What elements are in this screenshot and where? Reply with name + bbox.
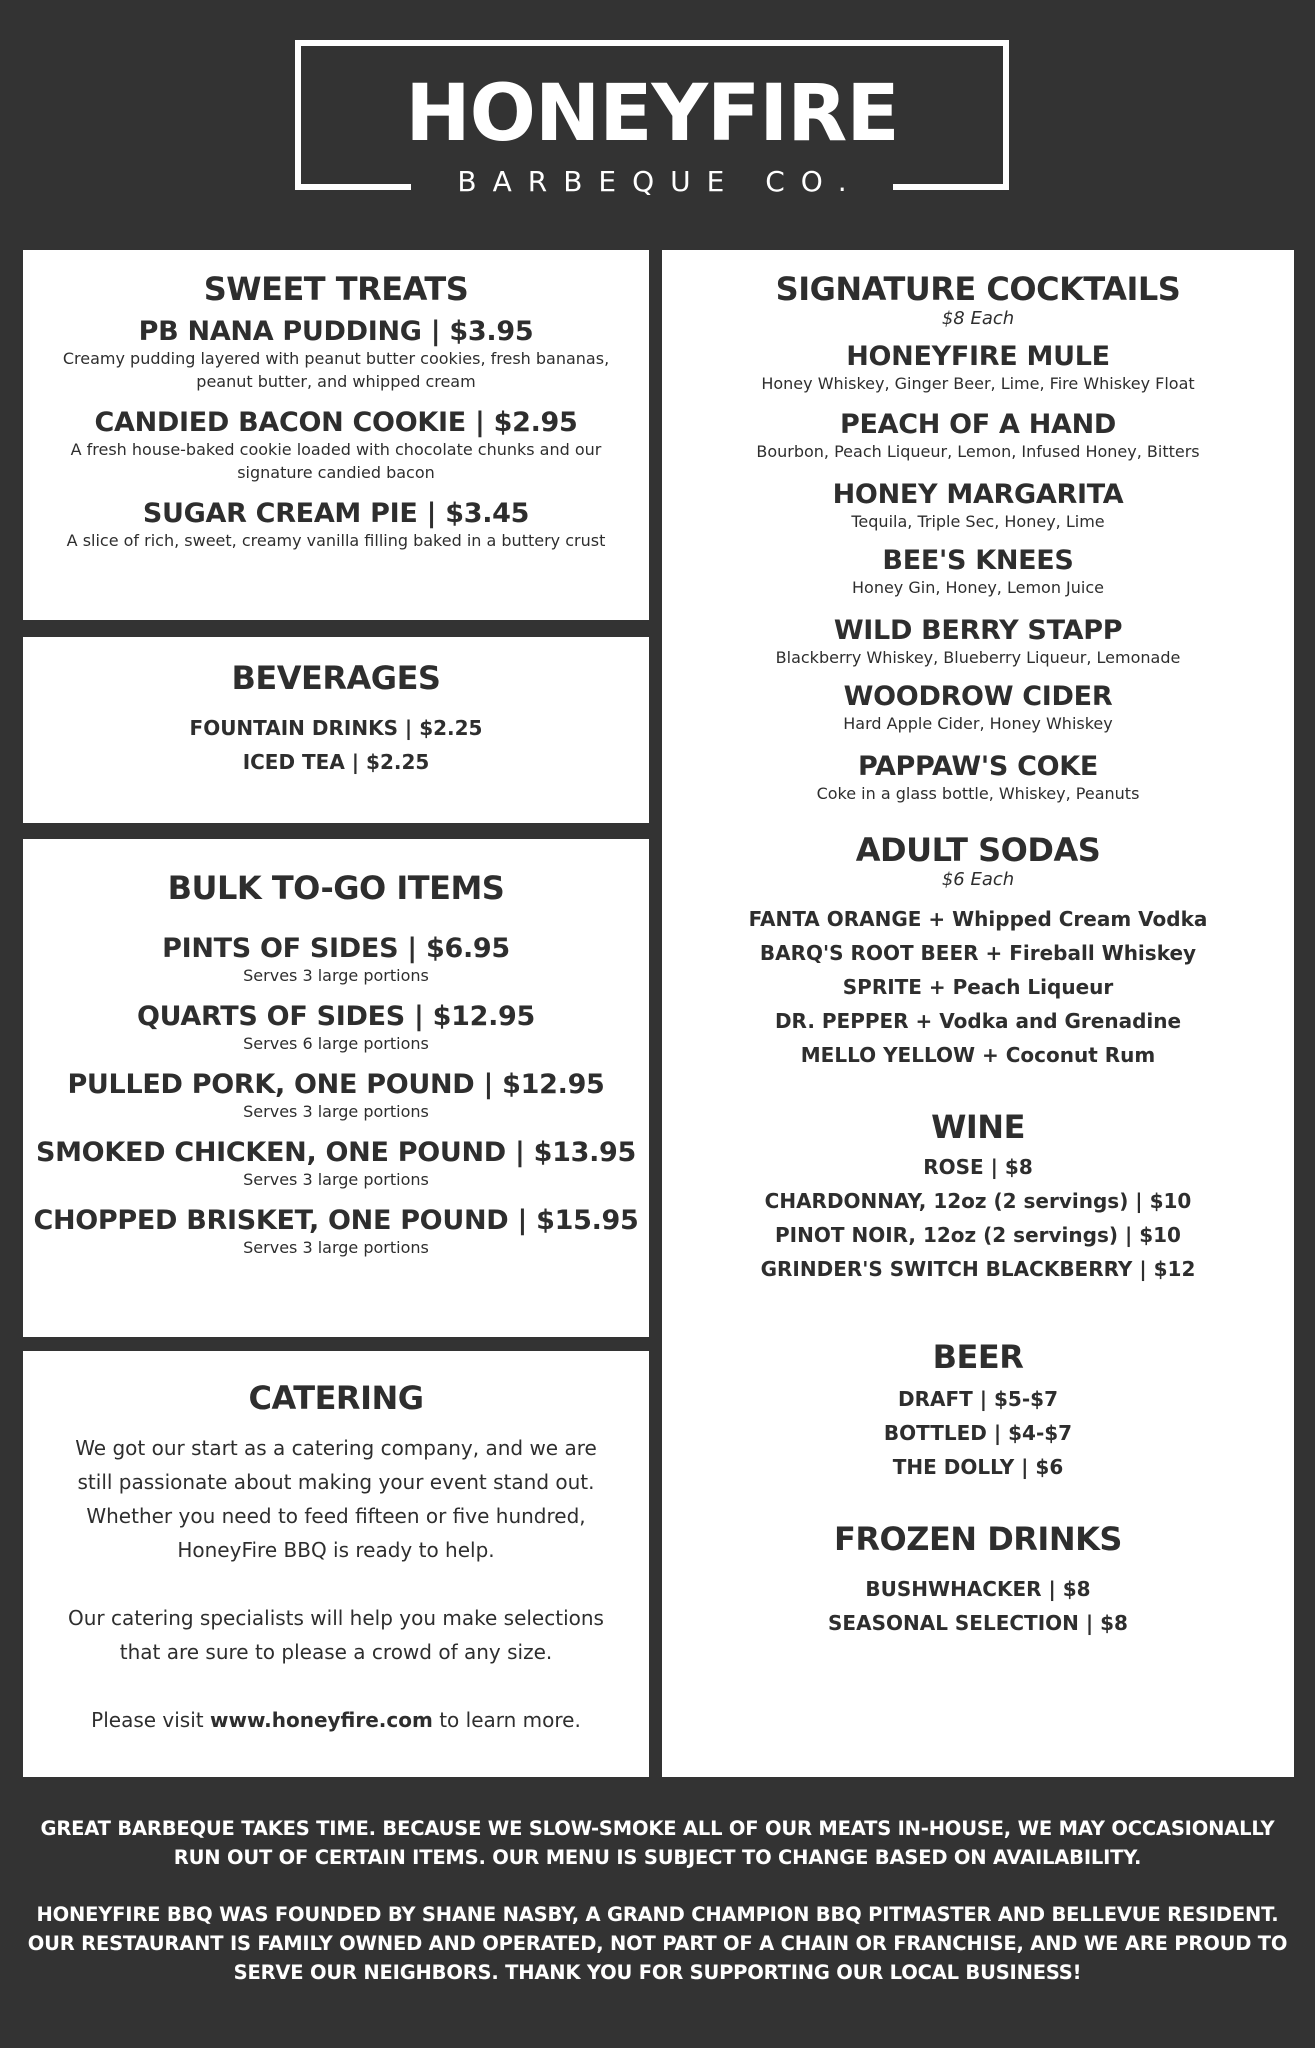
beer-item: BOTTLED | $4-$7 [883, 1421, 1073, 1445]
cocktail-desc: Tequila, Triple Sec, Honey, Lime [851, 512, 1105, 531]
adult-sodas-heading: ADULT SODAS [855, 831, 1101, 869]
cocktail-desc: Coke in a glass bottle, Whiskey, Peanuts [816, 784, 1140, 803]
menu-item-desc: Creamy pudding layered with peanut butter cookies, fresh bananas, peanut butter, and whipped cream [62, 349, 610, 391]
sweet-treats-panel [23, 250, 649, 620]
wine-heading: WINE [931, 1108, 1025, 1146]
logo [295, 40, 1009, 198]
cocktail-item [662, 615, 1294, 669]
cocktail-desc: Honey Gin, Honey, Lemon Juice [852, 578, 1104, 597]
menu-item [23, 1069, 649, 1123]
menu-item [23, 1001, 649, 1055]
catering-heading: CATERING [248, 1379, 424, 1417]
menu-item-title: PULLED PORK, ONE POUND | $12.95 [67, 1069, 605, 1100]
menu-item-title: CANDIED BACON COOKIE | $2.95 [94, 407, 578, 438]
cocktail-desc: Honey Whiskey, Ginger Beer, Lime, Fire Whiskey Float [761, 374, 1195, 393]
cocktail-desc: Hard Apple Cider, Honey Whiskey [843, 714, 1113, 733]
catering-visit [23, 1703, 649, 1737]
wine-item: PINOT NOIR, 12oz (2 servings) | $10 [775, 1223, 1181, 1247]
menu-item-desc: A fresh house-baked cookie loaded with chocolate chunks and our signature candied bacon [70, 440, 602, 482]
soda-item: SPRITE + Peach Liqueur [842, 975, 1114, 999]
menu-item [23, 407, 649, 484]
menu-item [23, 1205, 649, 1259]
menu-item [23, 1137, 649, 1191]
catering-panel [23, 1351, 649, 1777]
cocktail-title: BEE'S KNEES [882, 545, 1074, 576]
cocktails-heading: SIGNATURE COCKTAILS [775, 270, 1181, 308]
logo-title: HONEYFIRE [405, 69, 899, 159]
cocktail-item [662, 409, 1294, 463]
soda-item: DR. PEPPER + Vodka and Grenadine [774, 1009, 1182, 1033]
cocktail-item [662, 681, 1294, 735]
website-link[interactable]: www.honeyfire.com [209, 1708, 433, 1732]
menu-item-desc: Serves 6 large portions [243, 1034, 429, 1053]
frozen-drinks-heading: FROZEN DRINKS [834, 1520, 1122, 1558]
menu-item-desc: Serves 3 large portions [243, 1170, 429, 1189]
beverages-heading: BEVERAGES [231, 659, 441, 697]
menu-item [23, 316, 649, 393]
wine-item: GRINDER'S SWITCH BLACKBERRY | $12 [760, 1257, 1196, 1281]
menu-item-title: QUARTS OF SIDES | $12.95 [136, 1001, 536, 1032]
soda-item: FANTA ORANGE + Whipped Cream Vodka [748, 907, 1208, 931]
logo-subtitle: BARBEQUE CO. [411, 162, 893, 202]
menu-item-desc: Serves 3 large portions [243, 1238, 429, 1257]
beer-item: DRAFT | $5-$7 [898, 1387, 1058, 1411]
menu-item-title: SMOKED CHICKEN, ONE POUND | $13.95 [35, 1137, 637, 1168]
cocktail-item [662, 751, 1294, 805]
cocktail-item [662, 545, 1294, 599]
cocktail-title: WILD BERRY STAPP [833, 615, 1123, 646]
beverage-item: FOUNTAIN DRINKS | $2.25 [189, 716, 483, 740]
catering-visit-prefix: Please visit [91, 1708, 210, 1732]
cocktail-title: HONEY MARGARITA [832, 479, 1124, 510]
soda-item: MELLO YELLOW + Coconut Rum [800, 1043, 1156, 1067]
menu-item [23, 933, 649, 987]
menu-item-desc: Serves 3 large portions [243, 1102, 429, 1121]
wine-item: ROSE | $8 [923, 1155, 1033, 1179]
catering-visit-suffix: to learn more. [432, 1708, 581, 1732]
frozen-item: SEASONAL SELECTION | $8 [828, 1611, 1128, 1635]
cocktail-desc: Blackberry Whiskey, Blueberry Liqueur, Lemonade [775, 648, 1181, 667]
cocktail-desc: Bourbon, Peach Liqueur, Lemon, Infused Honey, Bitters [756, 442, 1200, 461]
beer-heading: BEER [932, 1338, 1024, 1376]
cocktail-title: PEACH OF A HAND [839, 409, 1117, 440]
cocktails-price-note: $8 Each [941, 308, 1015, 329]
soda-item: BARQ'S ROOT BEER + Fireball Whiskey [759, 941, 1197, 965]
wine-item: CHARDONNAY, 12oz (2 servings) | $10 [764, 1189, 1192, 1213]
beverage-item: ICED TEA | $2.25 [242, 750, 430, 774]
menu-item-title: PB NANA PUDDING | $3.95 [138, 316, 534, 347]
bulk-items-panel [23, 839, 649, 1337]
beer-item: THE DOLLY | $6 [892, 1455, 1064, 1479]
menu-item-desc: A slice of rich, sweet, creamy vanilla filling baked in a buttery crust [66, 531, 606, 550]
bulk-items-heading: BULK TO-GO ITEMS [167, 869, 505, 907]
footer-about-note: HONEYFIRE BBQ WAS FOUNDED BY SHANE NASBY, A GRAND CHAMPION BBQ PITMASTER AND BELLEVUE RESIDENT. OUR RESTAURANT IS FAMILY OWNED AND OPERATED, NOT PART OF A CHAIN OR FRANCHISE, AND WE ARE PROUD TO SERVE OUR NEIGHBORS. THANK YOU FOR SUPPORTING OUR LOCAL BUSINESS! [27, 1903, 1288, 1984]
sweet-treats-heading: SWEET TREATS [203, 270, 469, 308]
footer-availability-note: GREAT BARBEQUE TAKES TIME. BECAUSE WE SLOW-SMOKE ALL OF OUR MEATS IN-HOUSE, WE MAY OCCASIONALLY RUN OUT OF CERTAIN ITEMS. OUR MENU IS SUBJECT TO CHANGE BASED ON AVAILABILITY. [40, 1817, 1275, 1869]
catering-specialists: Our catering specialists will help you make selections that are sure to please a crowd of any size. [68, 1606, 604, 1664]
cocktail-item [662, 341, 1294, 395]
menu-item [23, 498, 649, 552]
cocktail-title: HONEYFIRE MULE [846, 341, 1110, 372]
beverages-panel [23, 637, 649, 823]
catering-intro: We got our start as a catering company, and we are still passionate about making your event stand out. Whether you need to feed fifteen or five hundred, HoneyFire BBQ is ready to help. [75, 1436, 597, 1562]
drinks-panel [662, 250, 1294, 1777]
menu-item-title: PINTS OF SIDES | $6.95 [162, 933, 510, 964]
cocktail-title: WOODROW CIDER [843, 681, 1113, 712]
cocktail-title: PAPPAW'S COKE [857, 751, 1099, 782]
menu-item-desc: Serves 3 large portions [243, 966, 429, 985]
frozen-item: BUSHWHACKER | $8 [865, 1577, 1091, 1601]
menu-item-title: SUGAR CREAM PIE | $3.45 [142, 498, 530, 529]
cocktail-item [662, 479, 1294, 533]
adult-sodas-price-note: $6 Each [941, 869, 1015, 890]
menu-item-title: CHOPPED BRISKET, ONE POUND | $15.95 [33, 1205, 639, 1236]
